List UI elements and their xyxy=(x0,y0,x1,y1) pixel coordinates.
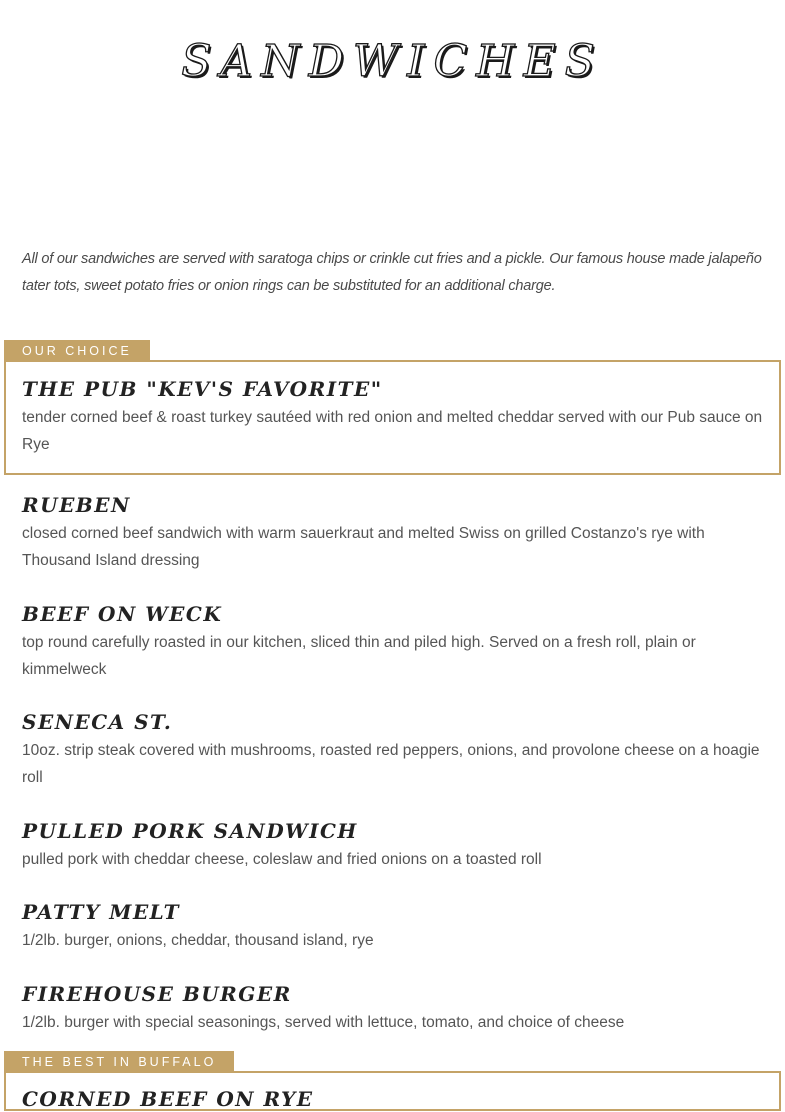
item-name: PULLED PORK SANDWICH xyxy=(22,819,358,843)
item-name: PATTY MELT xyxy=(22,900,180,924)
item-description: tender corned beef & roast turkey sautéed with red onion and melted cheddar served with our Pub sauce on Rye xyxy=(22,409,763,453)
page-title: SANDWICHES xyxy=(181,36,604,87)
menu-item-beef-on-weck xyxy=(22,601,767,683)
item-name: SENECA ST. xyxy=(22,710,173,734)
intro-text: All of our sandwiches are served with saratoga chips or crinkle cut fries and a pickle. Our famous house made jalapeño tater tots, sweet potato fries or onion rings can be substituted for an additional charge. xyxy=(22,251,762,294)
item-description: top round carefully roasted in our kitchen, sliced thin and piled high. Served on a fresh roll, plain or kimmelweck xyxy=(22,634,696,678)
item-description: pulled pork with cheddar cheese, coleslaw and fried onions on a toasted roll xyxy=(22,851,542,868)
menu-item-pulled-pork xyxy=(22,818,767,873)
item-description: 10oz. strip steak covered with mushrooms, roasted red peppers, onions, and provolone cheese on a hoagie roll xyxy=(22,742,760,786)
item-name: THE PUB "KEV'S FAVORITE" xyxy=(22,377,383,401)
menu-item-the-pub xyxy=(22,376,767,458)
item-description: closed corned beef sandwich with warm sauerkraut and melted Swiss on grilled Costanzo's rye with Thousand Island dressing xyxy=(22,525,705,569)
item-name: BEEF ON WECK xyxy=(22,602,223,626)
item-name: FIREHOUSE BURGER xyxy=(22,982,292,1006)
section-tag-best-in-buffalo: THE BEST IN BUFFALO xyxy=(4,1051,234,1072)
item-name: RUEBEN xyxy=(22,493,131,517)
menu-item-firehouse-burger xyxy=(22,981,767,1036)
menu-item-patty-melt xyxy=(22,899,767,954)
menu-item-corned-beef-on-rye xyxy=(22,1086,767,1112)
item-name: CORNED BEEF ON RYE xyxy=(22,1087,314,1111)
menu-item-seneca-st xyxy=(22,709,767,791)
menu-item-rueben xyxy=(22,492,767,574)
item-description: 1/2lb. burger, onions, cheddar, thousand island, rye xyxy=(22,932,374,949)
section-tag-our-choice: OUR CHOICE xyxy=(4,340,150,361)
item-description: 1/2lb. burger with special seasonings, served with lettuce, tomato, and choice of cheese xyxy=(22,1014,625,1031)
